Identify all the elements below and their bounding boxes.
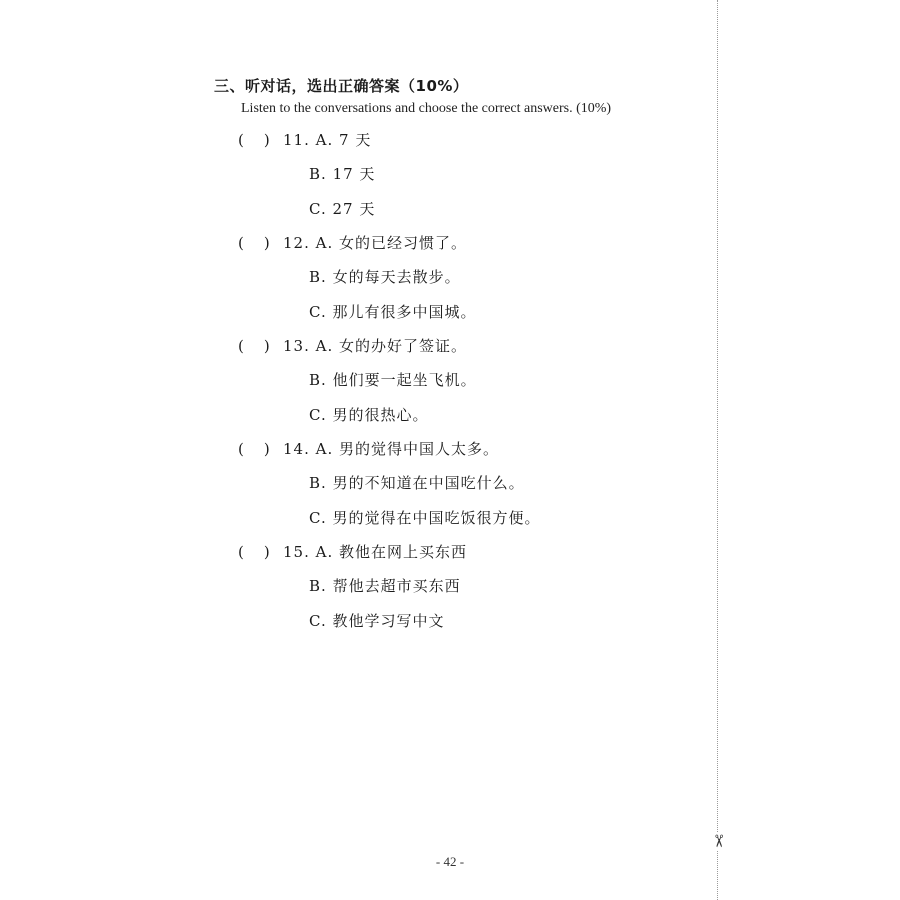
question-14-option-a	[283, 439, 499, 459]
question-12-option-c	[309, 302, 477, 322]
question-number: 13.	[283, 337, 310, 355]
paren-open: (	[238, 131, 244, 149]
section-title: 三、听对话，选出正确答案（10%）	[214, 77, 469, 95]
option-label: C.	[309, 509, 327, 527]
option-label: A.	[315, 337, 334, 355]
question-number: 15.	[283, 543, 310, 561]
option-label: A.	[315, 131, 334, 149]
scissors-icon: ✂	[708, 833, 728, 849]
paren-close: )	[263, 234, 270, 252]
section-subtitle: Listen to the conversations and choose the correct answers. (10%)	[241, 101, 612, 116]
answer-blank[interactable]	[238, 336, 270, 356]
question-14-option-c	[309, 508, 541, 528]
option-label: A.	[315, 234, 334, 252]
option-text: 17 天	[332, 165, 376, 183]
page-number: - 42 -	[435, 854, 465, 869]
question-11-option-a	[283, 130, 371, 150]
option-label: C.	[309, 303, 327, 321]
paren-close: )	[263, 440, 270, 458]
option-label: B.	[309, 474, 327, 492]
option-text: 教他学习写中文	[332, 612, 445, 630]
paren-open: (	[238, 440, 244, 458]
option-label: A.	[315, 440, 334, 458]
option-text: 那儿有很多中国城。	[332, 303, 477, 321]
paren-open: (	[238, 543, 244, 561]
option-text: 男的很热心。	[332, 406, 429, 424]
question-12-option-a	[283, 233, 467, 253]
option-label: B.	[309, 165, 327, 183]
paren-open: (	[238, 234, 244, 252]
option-label: B.	[309, 268, 327, 286]
option-text: 女的每天去散步。	[332, 268, 461, 286]
option-label: A.	[315, 543, 334, 561]
question-13-option-b	[309, 370, 477, 390]
question-15-option-c	[309, 611, 445, 631]
paren-close: )	[263, 543, 270, 561]
question-number: 11.	[283, 131, 310, 149]
question-13-option-a	[283, 336, 467, 356]
question-11-option-c	[309, 199, 375, 219]
question-14-option-b	[309, 473, 525, 493]
option-text: 男的不知道在中国吃什么。	[332, 474, 525, 492]
option-text: 他们要一起坐飞机。	[332, 371, 477, 389]
option-text: 教他在网上买东西	[339, 543, 468, 561]
question-number: 14.	[283, 440, 310, 458]
option-label: B.	[309, 371, 327, 389]
option-label: C.	[309, 406, 327, 424]
option-text: 27 天	[332, 200, 376, 218]
cut-line	[717, 0, 718, 900]
question-15-option-a	[283, 542, 467, 562]
option-label: C.	[309, 200, 327, 218]
option-text: 男的觉得在中国吃饭很方便。	[332, 509, 541, 527]
answer-blank[interactable]	[238, 130, 270, 150]
question-12-option-b	[309, 267, 461, 287]
question-11-option-b	[309, 164, 375, 184]
paren-open: (	[238, 337, 244, 355]
question-13-option-c	[309, 405, 429, 425]
answer-blank[interactable]	[238, 439, 270, 459]
paren-close: )	[263, 337, 270, 355]
question-15-option-b	[309, 576, 461, 596]
option-text: 男的觉得中国人太多。	[339, 440, 500, 458]
answer-blank[interactable]	[238, 233, 270, 253]
answer-blank[interactable]	[238, 542, 270, 562]
paren-close: )	[263, 131, 270, 149]
option-label: C.	[309, 612, 327, 630]
option-label: B.	[309, 577, 327, 595]
option-text: 帮他去超市买东西	[332, 577, 461, 595]
option-text: 7 天	[339, 131, 372, 149]
option-text: 女的已经习惯了。	[339, 234, 468, 252]
option-text: 女的办好了签证。	[339, 337, 468, 355]
question-number: 12.	[283, 234, 310, 252]
